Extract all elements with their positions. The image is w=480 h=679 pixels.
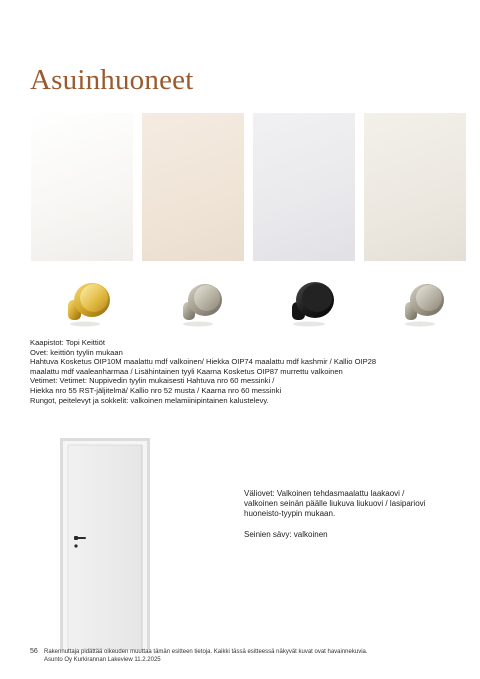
footer-project: Asunto Oy Kurkirannan Lakeview 11.2.2025 <box>44 657 161 663</box>
description-line: Rungot, peitelevyt ja sokkelit: valkoinen melamiinipintainen kalustelevy. <box>30 395 269 405</box>
footer <box>30 648 368 664</box>
stainless-knob-image <box>168 278 228 328</box>
footer-disclaimer: Rakennuttaja pidättää oikeuden muuttaa tämän esitteen tietoja. Kaikki tässä esitteessä näkyvät kuvat ovat havainnekuvia. <box>44 649 368 655</box>
color-swatch-white <box>31 113 133 261</box>
color-swatch-light-grey <box>253 113 355 261</box>
wall-color-text: Seinien sävy: valkoinen <box>244 530 328 539</box>
door-info-line: Väliovet: Valkoinen tehdasmaalattu laakaovi / <box>244 489 405 498</box>
interior-door-image <box>60 438 150 650</box>
description-line: maalattu mdf vaaleanharmaa / Lisähintainen tyyli Kaarna Kosketus OIP87 murrettu valkoinen <box>30 366 343 376</box>
description-line: Hahtuva Kosketus OIP10M maalattu mdf valkoinen/ Hiekka OIP74 maalattu mdf kashmir / Kallio OIP28 <box>30 357 377 367</box>
door-info <box>244 489 464 540</box>
description-line: Hiekka nro 55 RST-jäljitelmä/ Kallio nro 52 musta / Kaarna nro 60 messinki <box>30 385 282 395</box>
description-line: Vetimet: Vetimet: Nuppivedin tyylin mukaisesti Hahtuva nro 60 messinki / <box>30 376 275 386</box>
page-number: 56 <box>30 648 38 655</box>
color-swatch-kashmir <box>142 113 244 261</box>
kitchen-description <box>30 338 455 405</box>
page-title: Asuinhuoneet <box>30 64 194 96</box>
brass-knob-image <box>55 278 115 328</box>
black-knob-image <box>279 278 339 328</box>
brass-knob-kaarna-image <box>390 278 450 328</box>
door-info-line: huoneisto-tyypin mukaan. <box>244 509 336 518</box>
description-line: Kaapistot: Topi Keittiöt <box>30 338 105 347</box>
description-line: Ovet: keittiön tyylin mukaan <box>30 347 123 357</box>
door-info-line: valkoinen seinän päälle liukuva liukuovi / lasipariovi <box>244 499 426 508</box>
color-swatch-off-white <box>364 113 466 261</box>
